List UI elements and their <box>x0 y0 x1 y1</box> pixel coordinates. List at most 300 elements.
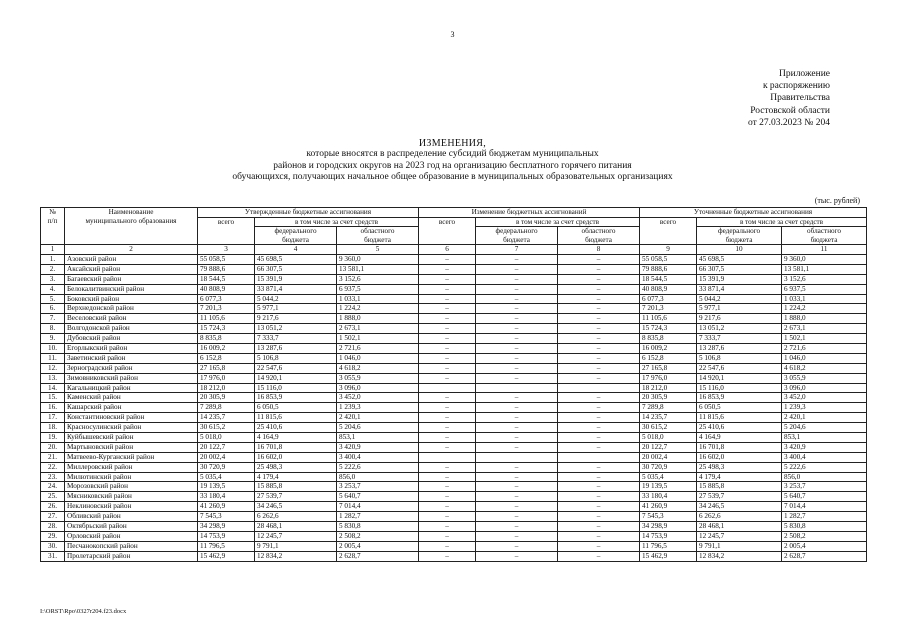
amount-cell: 30 720,9 <box>640 462 697 472</box>
amount-cell: 1 224,2 <box>337 304 419 314</box>
amount-cell: 12 834,2 <box>697 551 782 561</box>
amount-cell: 16 701,8 <box>697 442 782 452</box>
amount-cell: – <box>476 462 558 472</box>
amount-cell: 34 246,5 <box>697 502 782 512</box>
amount-cell: 3 400,4 <box>782 452 867 462</box>
amount-cell: – <box>476 442 558 452</box>
amount-cell: 30 720,9 <box>198 462 255 472</box>
amount-cell: 33 180,4 <box>640 492 697 502</box>
amount-cell: 12 834,2 <box>255 551 337 561</box>
amount-cell: 28 468,1 <box>697 522 782 532</box>
amount-cell: 5 640,7 <box>337 492 419 502</box>
amount-cell: 4 164,9 <box>255 433 337 443</box>
municipality-name: Аксайский район <box>65 264 198 274</box>
row-number: 19. <box>41 433 65 443</box>
column-number: 8 <box>558 245 640 255</box>
amount-cell: – <box>558 343 640 353</box>
amount-cell: – <box>558 482 640 492</box>
header-including: в том числе за счет средств <box>697 217 867 227</box>
amount-cell: 27 165,8 <box>640 363 697 373</box>
amount-cell: 11 815,6 <box>255 413 337 423</box>
annex-line: Ростовской области <box>750 105 830 116</box>
amount-cell: 41 260,9 <box>198 502 255 512</box>
municipality-name: Егорлыкский район <box>65 343 198 353</box>
amount-cell: 16 701,8 <box>255 442 337 452</box>
amount-cell: – <box>419 353 476 363</box>
amount-cell: 6 937,5 <box>337 284 419 294</box>
amount-cell: 5 106,8 <box>255 353 337 363</box>
table-row <box>41 294 867 304</box>
amount-cell: – <box>476 254 558 264</box>
amount-cell: 1 282,7 <box>337 512 419 522</box>
amount-cell: 34 298,9 <box>198 522 255 532</box>
row-number: 25. <box>41 492 65 502</box>
amount-cell: 1 502,1 <box>337 334 419 344</box>
amount-cell: – <box>558 403 640 413</box>
row-number: 12. <box>41 363 65 373</box>
heading-line: районов и городских округов на 2023 год на организацию бесплатного горячего питания <box>273 160 632 171</box>
amount-cell: 17 976,0 <box>640 373 697 383</box>
heading-line: которые вносятся в распределение субсидий бюджетам муниципальных <box>306 149 599 160</box>
header-total: всего <box>419 217 476 245</box>
amount-cell: – <box>419 324 476 334</box>
amount-cell: 5 204,6 <box>337 423 419 433</box>
amount-cell: 15 885,8 <box>697 482 782 492</box>
row-number: 17. <box>41 413 65 423</box>
amount-cell: 14 753,9 <box>640 531 697 541</box>
municipality-name: Милютинский район <box>65 472 198 482</box>
amount-cell: 12 245,7 <box>255 531 337 541</box>
amount-cell: – <box>419 472 476 482</box>
amount-cell: 853,1 <box>337 433 419 443</box>
amount-cell: – <box>558 423 640 433</box>
amount-cell: 15 724,3 <box>640 324 697 334</box>
amount-cell: 6 152,8 <box>198 353 255 363</box>
amount-cell: – <box>419 363 476 373</box>
amount-cell: – <box>558 551 640 561</box>
amount-cell: 7 014,4 <box>782 502 867 512</box>
row-number: 8. <box>41 324 65 334</box>
amount-cell: 5 035,4 <box>198 472 255 482</box>
amount-cell: 12 245,7 <box>697 531 782 541</box>
amount-cell <box>476 383 558 393</box>
amount-cell: 7 201,3 <box>640 304 697 314</box>
amount-cell: 1 888,0 <box>782 314 867 324</box>
amount-cell: 13 287,6 <box>255 343 337 353</box>
header-regional: областного бюджета <box>337 227 419 245</box>
amount-cell: 7 545,3 <box>640 512 697 522</box>
amount-cell: 11 105,6 <box>198 314 255 324</box>
amount-cell: 5 830,8 <box>337 522 419 532</box>
amount-cell: – <box>558 413 640 423</box>
amount-cell: 13 581,1 <box>337 264 419 274</box>
amount-cell: 6 077,3 <box>640 294 697 304</box>
amount-cell: – <box>476 403 558 413</box>
amount-cell: – <box>476 433 558 443</box>
amount-cell: – <box>476 343 558 353</box>
amount-cell: 1 033,1 <box>337 294 419 304</box>
amount-cell: 3 420,9 <box>782 442 867 452</box>
amount-cell: 18 212,0 <box>198 383 255 393</box>
amount-cell: 1 239,3 <box>782 403 867 413</box>
amount-cell: – <box>476 373 558 383</box>
amount-cell: 5 204,6 <box>782 423 867 433</box>
amount-cell: 22 547,6 <box>255 363 337 373</box>
table-row <box>41 284 867 294</box>
amount-cell: 5 044,2 <box>697 294 782 304</box>
annex-line: от 27.03.2023 № 204 <box>748 117 830 128</box>
amount-cell: 11 796,5 <box>640 541 697 551</box>
amount-cell: 7 289,8 <box>640 403 697 413</box>
amount-cell: – <box>419 254 476 264</box>
table-row <box>41 423 867 433</box>
table-body <box>41 254 867 561</box>
amount-cell: 5 830,8 <box>782 522 867 532</box>
amount-cell: – <box>558 472 640 482</box>
column-number: 4 <box>255 245 337 255</box>
amount-cell: 3 452,0 <box>337 393 419 403</box>
amount-cell: 2 508,2 <box>782 531 867 541</box>
table-row <box>41 452 867 462</box>
amount-cell: – <box>558 334 640 344</box>
header-total: всего <box>640 217 697 245</box>
amount-cell: 8 835,8 <box>640 334 697 344</box>
municipality-name: Неклиновский район <box>65 502 198 512</box>
amount-cell: 14 753,9 <box>198 531 255 541</box>
row-number: 9. <box>41 334 65 344</box>
amount-cell: – <box>419 512 476 522</box>
amount-cell: 7 545,3 <box>198 512 255 522</box>
amount-cell: 15 724,3 <box>198 324 255 334</box>
amount-cell: 16 853,9 <box>255 393 337 403</box>
amount-cell: – <box>476 492 558 502</box>
amount-cell: – <box>558 522 640 532</box>
amount-cell: 1 046,0 <box>337 353 419 363</box>
amount-cell: 2 420,1 <box>782 413 867 423</box>
amount-cell: 6 262,6 <box>255 512 337 522</box>
municipality-name: Зерноградский район <box>65 363 198 373</box>
table-row <box>41 522 867 532</box>
amount-cell: – <box>558 512 640 522</box>
header-change: Изменение бюджетных ассигнований <box>419 208 640 218</box>
amount-cell: 2 005,4 <box>782 541 867 551</box>
amount-cell: 1 046,0 <box>782 353 867 363</box>
row-number: 31. <box>41 551 65 561</box>
row-number: 7. <box>41 314 65 324</box>
column-number: 10 <box>697 245 782 255</box>
municipality-name: Мясниковский район <box>65 492 198 502</box>
amount-cell: 55 058,5 <box>198 254 255 264</box>
amount-cell: 3 152,6 <box>337 274 419 284</box>
header-approved: Утвержденные бюджетные ассигнования <box>198 208 419 218</box>
amount-cell: 3 055,9 <box>337 373 419 383</box>
amount-cell: 16 853,9 <box>697 393 782 403</box>
amount-cell: 7 333,7 <box>697 334 782 344</box>
amount-cell: – <box>419 274 476 284</box>
amount-cell: 20 122,7 <box>198 442 255 452</box>
amount-cell: 15 462,9 <box>640 551 697 561</box>
amount-cell: – <box>419 334 476 344</box>
amount-cell: 33 871,4 <box>697 284 782 294</box>
amount-cell: – <box>558 373 640 383</box>
amount-cell: – <box>558 284 640 294</box>
amount-cell: – <box>476 482 558 492</box>
municipality-name: Обливский район <box>65 512 198 522</box>
municipality-name: Красносулинский район <box>65 423 198 433</box>
municipality-name: Октябрьский район <box>65 522 198 532</box>
amount-cell: 9 791,1 <box>255 541 337 551</box>
annex-block <box>700 68 830 129</box>
amount-cell: 5 035,4 <box>640 472 697 482</box>
amount-cell: 2 721,6 <box>782 343 867 353</box>
amount-cell: – <box>476 502 558 512</box>
amount-cell: 79 888,6 <box>198 264 255 274</box>
amount-cell: 66 307,5 <box>697 264 782 274</box>
amount-cell: 2 721,6 <box>337 343 419 353</box>
amount-cell: 5 640,7 <box>782 492 867 502</box>
row-number: 4. <box>41 284 65 294</box>
municipality-name: Зимовниковский район <box>65 373 198 383</box>
amount-cell: 3 452,0 <box>782 393 867 403</box>
row-number: 15. <box>41 393 65 403</box>
table-row <box>41 304 867 314</box>
amount-cell: – <box>419 442 476 452</box>
row-number: 21. <box>41 452 65 462</box>
municipality-name: Дубовский район <box>65 334 198 344</box>
amount-cell: – <box>419 264 476 274</box>
row-number: 11. <box>41 353 65 363</box>
amount-cell: 27 539,7 <box>255 492 337 502</box>
municipality-name: Мартыновский район <box>65 442 198 452</box>
amount-cell: 5 222,6 <box>337 462 419 472</box>
row-number: 28. <box>41 522 65 532</box>
row-number: 3. <box>41 274 65 284</box>
row-number: 1. <box>41 254 65 264</box>
file-path-footer: I:\ORST\Rpo\0327r204.f23.docx <box>40 608 127 615</box>
municipality-name: Матвеево-Курганский район <box>65 452 198 462</box>
municipality-name: Песчанокопский район <box>65 541 198 551</box>
amount-cell <box>476 452 558 462</box>
municipality-name: Куйбышевский район <box>65 433 198 443</box>
amount-cell: – <box>476 393 558 403</box>
amount-cell: – <box>476 314 558 324</box>
amount-cell: – <box>419 343 476 353</box>
amount-cell: 25 498,3 <box>697 462 782 472</box>
column-number: 3 <box>198 245 255 255</box>
amount-cell: 3 096,0 <box>782 383 867 393</box>
amount-cell: 20 002,4 <box>198 452 255 462</box>
heading-line: обучающихся, получающих начальное общее образование в муниципальных образовательных организациях <box>232 172 673 183</box>
amount-cell: 30 615,2 <box>640 423 697 433</box>
row-number: 13. <box>41 373 65 383</box>
amount-cell: – <box>558 541 640 551</box>
amount-cell: – <box>558 433 640 443</box>
amount-cell: – <box>476 413 558 423</box>
amount-cell: 15 391,9 <box>697 274 782 284</box>
row-number: 26. <box>41 502 65 512</box>
amount-cell: 66 307,5 <box>255 264 337 274</box>
amount-cell: – <box>419 462 476 472</box>
amount-cell: 14 235,7 <box>198 413 255 423</box>
amount-cell: – <box>558 442 640 452</box>
amount-cell: 19 139,5 <box>640 482 697 492</box>
column-number: 6 <box>419 245 476 255</box>
amount-cell: 45 698,5 <box>697 254 782 264</box>
column-number: 1 <box>41 245 65 255</box>
amount-cell: – <box>419 423 476 433</box>
amount-cell: 2 628,7 <box>337 551 419 561</box>
amount-cell: 20 305,9 <box>640 393 697 403</box>
amount-cell: 22 547,6 <box>697 363 782 373</box>
amount-cell: 3 400,4 <box>337 452 419 462</box>
table-row <box>41 343 867 353</box>
amount-cell: 5 018,0 <box>198 433 255 443</box>
amount-cell: 25 410,6 <box>255 423 337 433</box>
header-federal: федерального бюджета <box>476 227 558 245</box>
column-number: 5 <box>337 245 419 255</box>
table-row <box>41 324 867 334</box>
row-number: 30. <box>41 541 65 551</box>
amount-cell: – <box>419 284 476 294</box>
amount-cell: 79 888,6 <box>640 264 697 274</box>
amount-cell: – <box>419 492 476 502</box>
amount-cell: 15 462,9 <box>198 551 255 561</box>
row-number: 6. <box>41 304 65 314</box>
column-number: 9 <box>640 245 697 255</box>
amount-cell <box>558 383 640 393</box>
amount-cell: – <box>558 294 640 304</box>
amount-cell: – <box>558 492 640 502</box>
amount-cell <box>419 452 476 462</box>
amount-cell: 41 260,9 <box>640 502 697 512</box>
row-number: 18. <box>41 423 65 433</box>
amount-cell: 30 615,2 <box>198 423 255 433</box>
amount-cell: 19 139,5 <box>198 482 255 492</box>
amount-cell: 1 224,2 <box>782 304 867 314</box>
amount-cell: 13 051,2 <box>255 324 337 334</box>
row-number: 14. <box>41 383 65 393</box>
subsidy-table <box>40 207 867 562</box>
amount-cell: 16 009,2 <box>640 343 697 353</box>
amount-cell: 13 581,1 <box>782 264 867 274</box>
amount-cell: – <box>558 531 640 541</box>
amount-cell: 27 539,7 <box>697 492 782 502</box>
amount-cell <box>419 383 476 393</box>
amount-cell: 6 077,3 <box>198 294 255 304</box>
amount-cell: 7 289,8 <box>198 403 255 413</box>
amount-cell: – <box>476 294 558 304</box>
amount-cell: 856,0 <box>782 472 867 482</box>
amount-cell: 15 885,8 <box>255 482 337 492</box>
municipality-name: Белокалитвинский район <box>65 284 198 294</box>
amount-cell: 7 201,3 <box>198 304 255 314</box>
row-number: 20. <box>41 442 65 452</box>
amount-cell: – <box>419 304 476 314</box>
amount-cell: 3 055,9 <box>782 373 867 383</box>
amount-cell: 1 282,7 <box>782 512 867 522</box>
table-row <box>41 482 867 492</box>
amount-cell: 6 152,8 <box>640 353 697 363</box>
amount-cell: 4 618,2 <box>782 363 867 373</box>
amount-cell: – <box>476 334 558 344</box>
table-row <box>41 541 867 551</box>
table-row <box>41 551 867 561</box>
table-row <box>41 433 867 443</box>
table-row <box>41 373 867 383</box>
amount-cell: 40 808,9 <box>640 284 697 294</box>
table-row <box>41 363 867 373</box>
amount-cell: – <box>558 324 640 334</box>
municipality-name: Морозовский район <box>65 482 198 492</box>
amount-cell: 1 239,3 <box>337 403 419 413</box>
amount-cell: 4 179,4 <box>697 472 782 482</box>
amount-cell: – <box>476 551 558 561</box>
amount-cell: 9 360,0 <box>337 254 419 264</box>
header-federal: федерального бюджета <box>697 227 782 245</box>
amount-cell: 14 235,7 <box>640 413 697 423</box>
amount-cell: 6 050,5 <box>697 403 782 413</box>
amount-cell: 15 391,9 <box>255 274 337 284</box>
amount-cell: 2 508,2 <box>337 531 419 541</box>
amount-cell: – <box>476 264 558 274</box>
municipality-name: Боковский район <box>65 294 198 304</box>
row-number: 5. <box>41 294 65 304</box>
amount-cell: – <box>419 294 476 304</box>
row-number: 24. <box>41 482 65 492</box>
amount-cell: 15 116,0 <box>255 383 337 393</box>
amount-cell: 5 018,0 <box>640 433 697 443</box>
amount-cell: 11 105,6 <box>640 314 697 324</box>
municipality-name: Азовский район <box>65 254 198 264</box>
amount-cell: – <box>419 403 476 413</box>
municipality-name: Пролетарский район <box>65 551 198 561</box>
amount-cell: 13 287,6 <box>697 343 782 353</box>
amount-cell: 16 602,0 <box>697 452 782 462</box>
heading-title: ИЗМЕНЕНИЯ, <box>418 138 487 149</box>
table-row <box>41 531 867 541</box>
amount-cell: – <box>419 482 476 492</box>
amount-cell: 856,0 <box>337 472 419 482</box>
municipality-name: Кагальницкий район <box>65 383 198 393</box>
amount-cell: – <box>476 541 558 551</box>
amount-cell: 13 051,2 <box>697 324 782 334</box>
amount-cell: 6 050,5 <box>255 403 337 413</box>
units-label: (тыс. рублей) <box>814 196 860 205</box>
amount-cell: 4 179,4 <box>255 472 337 482</box>
amount-cell: – <box>419 522 476 532</box>
table-row <box>41 492 867 502</box>
table-row <box>41 502 867 512</box>
amount-cell: – <box>476 512 558 522</box>
amount-cell: – <box>419 551 476 561</box>
amount-cell: 5 977,1 <box>697 304 782 314</box>
amount-cell: 55 058,5 <box>640 254 697 264</box>
municipality-name: Веселовский район <box>65 314 198 324</box>
amount-cell: 27 165,8 <box>198 363 255 373</box>
amount-cell: – <box>558 314 640 324</box>
amount-cell: 8 835,8 <box>198 334 255 344</box>
amount-cell: 1 502,1 <box>782 334 867 344</box>
amount-cell: 20 305,9 <box>198 393 255 403</box>
annex-line: Правительства <box>770 93 830 104</box>
amount-cell: 1 888,0 <box>337 314 419 324</box>
amount-cell: – <box>419 373 476 383</box>
amount-cell: 17 976,0 <box>198 373 255 383</box>
amount-cell: – <box>419 502 476 512</box>
table-row <box>41 254 867 264</box>
amount-cell: – <box>476 353 558 363</box>
amount-cell: 34 298,9 <box>640 522 697 532</box>
